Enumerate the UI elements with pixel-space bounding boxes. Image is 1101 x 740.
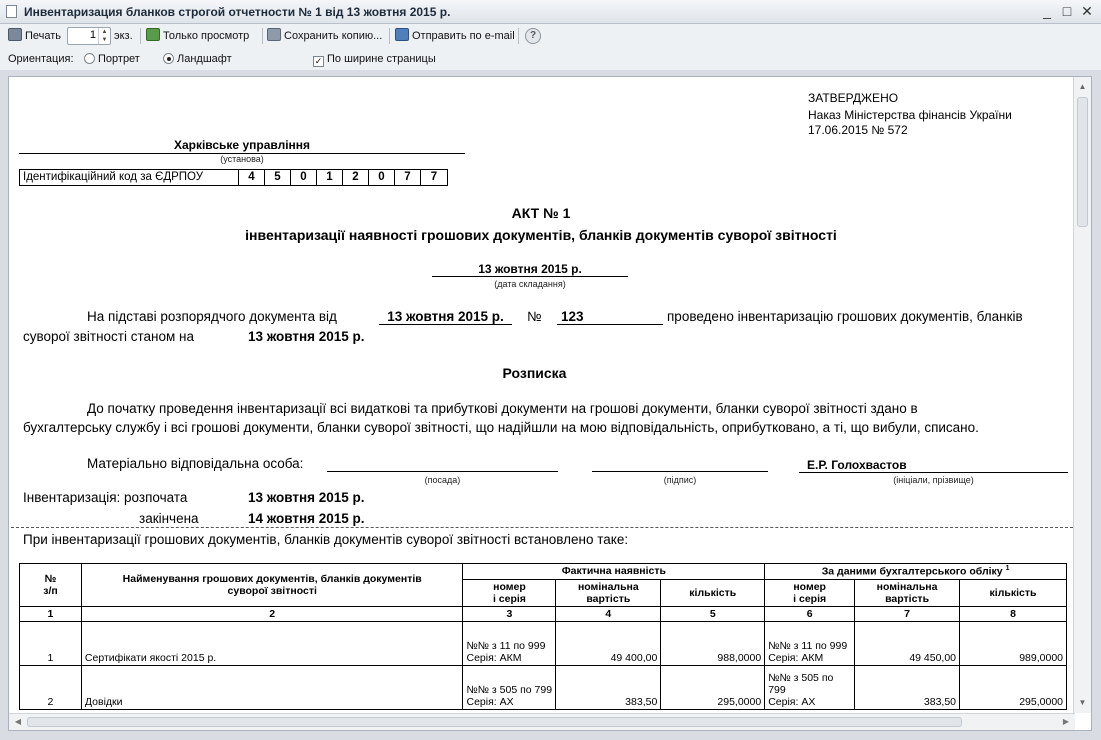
view-grid-icon — [146, 28, 160, 41]
document-preview — [8, 76, 1092, 731]
responsible-name-caption: (ініціали, прізвище) — [893, 475, 974, 485]
inventory-started-date: 13 жовтня 2015 р. — [248, 490, 365, 505]
toolbar-separator — [518, 28, 519, 44]
edrpou-digit: 1 — [317, 170, 343, 185]
row-name: Сертифікати якості 2015 р. — [81, 621, 463, 665]
column-number: 2 — [81, 606, 463, 621]
copies-value[interactable]: 1 — [89, 29, 96, 41]
row-name: Довідки — [81, 665, 463, 709]
inventory-table — [19, 563, 1067, 710]
edrpou-digit: 2 — [343, 170, 369, 185]
view-only-label: Только просмотр — [163, 30, 250, 42]
edrpou-digit: 5 — [265, 170, 291, 185]
scroll-left-icon[interactable]: ◀ — [14, 717, 22, 726]
horizontal-scroll-thumb[interactable] — [27, 717, 962, 727]
print-label: Печать — [25, 30, 62, 42]
minimize-button[interactable]: _ — [1043, 3, 1051, 19]
radio-unchecked-icon[interactable] — [84, 53, 95, 64]
header-actual: Фактична наявність — [463, 564, 765, 580]
window-titlebar — [0, 0, 1101, 24]
toolbar-separator — [140, 28, 141, 44]
save-copy-label: Сохранить копию... — [284, 30, 383, 42]
print-toolbar — [0, 24, 1101, 48]
established-text: При інвентаризації грошових документів, бланків документів суворої звітності встановлено таке: — [23, 532, 629, 547]
radio-checked-icon[interactable] — [163, 53, 174, 64]
basis-date: 13 жовтня 2015 р. — [379, 309, 512, 325]
column-number: 7 — [855, 606, 960, 621]
edrpou-code-box — [19, 169, 448, 186]
row-act-series: Серія: АХ — [466, 695, 514, 708]
vertical-scrollbar[interactable] — [1073, 77, 1091, 713]
row-act-number-series — [463, 621, 556, 665]
email-send-icon — [395, 28, 409, 41]
fit-width-label: По ширине страницы — [327, 53, 436, 65]
row-act-nominal: 383,50 — [556, 665, 661, 709]
row-act-qty: 295,0000 — [661, 665, 765, 709]
approved-date: 17.06.2015 № 572 — [808, 123, 908, 137]
inventory-started-label: Інвентаризація: розпочата — [23, 490, 188, 505]
printer-icon — [8, 28, 22, 41]
act-subtitle: інвентаризації наявності грошових документів, бланків документів суворої звітності — [245, 227, 837, 243]
edrpou-digit: 7 — [395, 170, 421, 185]
header-acc-nominal: номінальна вартість — [855, 579, 960, 606]
page-break-line — [11, 527, 1073, 528]
horizontal-scrollbar[interactable] — [9, 713, 1075, 730]
header-name: Найменування грошових документів, бланків документів суворої звітності — [81, 564, 463, 607]
compile-date-caption: (дата складання) — [494, 279, 566, 289]
row-no: 2 — [20, 665, 82, 709]
act-title: АКТ № 1 — [511, 205, 571, 221]
portrait-radio[interactable] — [84, 50, 140, 68]
inventory-finished-label: закінчена — [139, 511, 199, 526]
row-act-series: Серія: АКМ — [466, 651, 522, 664]
receipt-text-line1: До початку проведення інвентаризації всі видаткові та прибуткові документи на грошові документи, бланки суворої звітності здано в — [87, 401, 918, 416]
edrpou-digit: 0 — [291, 170, 317, 185]
column-number: 5 — [661, 606, 765, 621]
position-line — [327, 471, 558, 472]
basis-as-of-date: 13 жовтня 2015 р. — [248, 329, 365, 344]
header-act-number: номер і серія — [463, 579, 556, 606]
header-acc-number: номер і серія — [765, 579, 855, 606]
edrpou-digit: 0 — [369, 170, 395, 185]
basis-no-label: № — [527, 309, 542, 324]
edrpou-digit: 7 — [430, 171, 438, 183]
portrait-label: Портрет — [98, 53, 140, 65]
column-number: 3 — [463, 606, 556, 621]
landscape-label: Ландшафт — [177, 53, 232, 65]
table-row — [20, 665, 1067, 709]
basis-prefix: На підставі розпорядчого документа від — [87, 309, 337, 324]
row-acc-number-series — [765, 665, 855, 709]
column-number-row — [20, 606, 1067, 621]
approved-heading: ЗАТВЕРДЖЕНО — [808, 91, 899, 105]
signature-caption: (підпис) — [663, 475, 697, 485]
header-accounting-label: За даними бухгалтерського обліку — [821, 565, 1003, 578]
send-email-button[interactable] — [395, 27, 515, 45]
row-acc-number-series — [765, 621, 855, 665]
inventory-finished-date: 14 жовтня 2015 р. — [248, 511, 365, 526]
header-accounting — [765, 564, 1067, 580]
column-number: 8 — [960, 606, 1067, 621]
row-act-number: №№ з 11 по 999 — [466, 639, 546, 652]
vertical-scroll-thumb[interactable] — [1077, 97, 1088, 227]
header-accounting-note: 1 — [1005, 565, 1010, 572]
table-header-row — [20, 564, 1067, 580]
row-acc-qty: 989,0000 — [960, 621, 1067, 665]
responsible-label: Матеріально відповідальна особа: — [87, 456, 304, 471]
save-copy-button[interactable] — [267, 27, 382, 45]
compile-date: 13 жовтня 2015 р. — [432, 262, 628, 277]
receipt-title: Розписка — [502, 365, 567, 381]
row-acc-number: №№ з 505 по 799 — [768, 671, 834, 696]
position-caption: (посада) — [424, 475, 461, 485]
row-no: 1 — [20, 621, 82, 665]
options-bar — [0, 48, 1101, 70]
edrpou-label: Ідентифікаційний код за ЄДРПОУ — [20, 170, 239, 185]
orientation-label: Ориентация: — [8, 53, 74, 65]
institution-caption: (установа) — [220, 154, 264, 164]
toolbar-separator — [262, 28, 263, 44]
column-number: 4 — [556, 606, 661, 621]
row-act-number: №№ з 505 по 799 — [466, 683, 553, 696]
print-button[interactable] — [8, 27, 61, 45]
scroll-up-icon[interactable]: ▲ — [1078, 82, 1087, 91]
toolbar-separator — [389, 28, 390, 44]
document-page — [9, 77, 1073, 713]
fit-width-checkbox[interactable] — [313, 50, 436, 68]
scroll-down-icon[interactable]: ▼ — [1078, 698, 1087, 707]
approved-order: Наказ Міністерства фінансів України — [808, 108, 1012, 122]
signature-line — [592, 471, 768, 472]
row-acc-qty: 295,0000 — [960, 665, 1067, 709]
column-number: 6 — [765, 606, 855, 621]
header-acc-qty: кількість — [960, 579, 1067, 606]
scroll-right-icon[interactable]: ▶ — [1062, 717, 1070, 726]
copies-stepper[interactable] — [67, 27, 111, 45]
row-acc-series: Серія: АХ — [768, 695, 816, 708]
table-row — [20, 621, 1067, 665]
row-act-number-series — [463, 665, 556, 709]
receipt-text-line2: бухгалтерську службу і всі грошові документи, бланки суворої звітності, що надійшли на мою відповідальність, оприбутковано, а ті, що вибули, списано. — [23, 420, 979, 435]
basis-line2: суворої звітності станом на — [23, 329, 194, 344]
send-email-label: Отправить по e-mail — [412, 30, 515, 42]
landscape-radio[interactable] — [163, 50, 232, 68]
view-only-toggle[interactable] — [146, 27, 249, 45]
row-acc-nominal: 49 450,00 — [855, 621, 960, 665]
close-button[interactable]: ✕ — [1081, 3, 1093, 19]
basis-suffix: проведено інвентаризацію грошових документів, бланків — [667, 309, 1023, 324]
copies-unit: экз. — [114, 30, 133, 42]
header-act-nominal: номінальна вартість — [556, 579, 661, 606]
row-acc-series: Серія: АКМ — [768, 651, 824, 664]
header-no: № з/п — [20, 564, 82, 607]
responsible-name: Е.Р. Голохвастов — [799, 458, 1068, 473]
header-act-qty: кількість — [661, 579, 765, 606]
column-number: 1 — [20, 606, 82, 621]
checkbox-checked-icon[interactable]: ✓ — [314, 56, 323, 66]
row-acc-number: №№ з 11 по 999 — [768, 639, 848, 652]
maximize-button[interactable]: □ — [1062, 3, 1072, 19]
row-acc-nominal: 383,50 — [855, 665, 960, 709]
basis-number: 123 — [557, 309, 663, 325]
edrpou-digit: 4 — [239, 170, 265, 185]
help-button[interactable]: ? — [525, 28, 541, 44]
row-act-nominal: 49 400,00 — [556, 621, 661, 665]
institution-name: Харківське управління — [19, 138, 465, 154]
save-disk-icon — [267, 28, 281, 41]
row-act-qty: 988,0000 — [661, 621, 765, 665]
stepper-arrows-icon[interactable]: ▲ ▼ — [98, 28, 110, 44]
document-icon — [6, 5, 17, 18]
window-title: Инвентаризация бланков строгой отчетности № 1 від 13 жовтня 2015 р. — [24, 5, 451, 19]
